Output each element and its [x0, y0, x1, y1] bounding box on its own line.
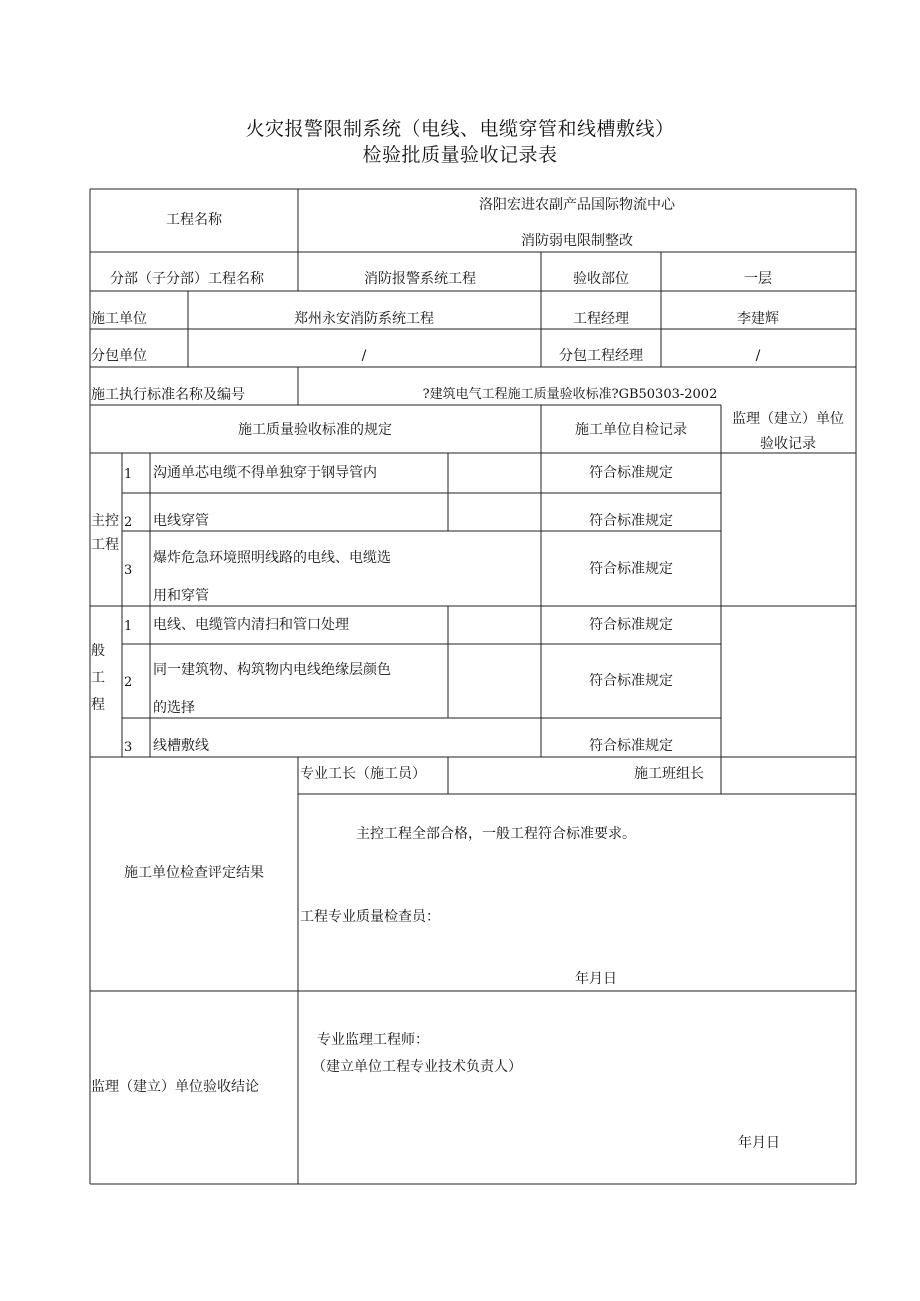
subcontractor-label: 分包单位	[91, 348, 147, 364]
project-name-label: 工程名称	[166, 212, 222, 228]
quality-inspector-label: 工程专业质量检查员：	[300, 909, 440, 925]
general-label-2: 工	[91, 670, 105, 686]
supervision-date-label: 年月日	[738, 1135, 780, 1151]
team-leader-label: 施工班组长	[634, 766, 704, 782]
main-item-text-line2: 用和穿管	[153, 588, 209, 604]
standard-value: ?建筑电气工程施工质量验收标准?GB50303-2002	[422, 387, 718, 402]
form-title-line2: 检验批质量验收记录表	[362, 144, 558, 166]
general-label-1: 般	[91, 643, 105, 659]
construction-date-label: 年月日	[575, 971, 617, 987]
acceptance-part-value: 一层	[744, 271, 772, 287]
general-item-no: 2	[124, 675, 133, 690]
supervision-engineer-label: 专业监理工程师：	[317, 1032, 429, 1048]
main-item-result: 符合标准规定	[589, 465, 673, 481]
main-item-result: 符合标准规定	[589, 561, 673, 577]
contractor-value: 郑州永安消防系统工程	[294, 311, 434, 327]
acceptance-part-label: 验收部位	[573, 271, 629, 287]
supervision-conclusion-label: 监理（建立）单位验收结论	[91, 1079, 259, 1095]
general-item-text: 同一建筑物、构筑物内电线绝缘层颜色	[153, 662, 391, 678]
general-item-text-line2: 的选择	[153, 700, 195, 716]
construction-check-label: 施工单位检查评定结果	[124, 865, 264, 881]
main-control-label-2: 工程	[91, 537, 119, 553]
column-supervision-line2: 验收记录	[760, 436, 816, 452]
foreman-label: 专业工长（施工员）	[300, 766, 426, 782]
main-item-text: 电线穿管	[153, 513, 209, 529]
standard-label: 施工执行标准名称及编号	[91, 387, 245, 403]
general-item-result: 符合标准规定	[589, 673, 673, 689]
contractor-label: 施工单位	[91, 311, 147, 327]
main-item-result: 符合标准规定	[589, 513, 673, 529]
main-item-text: 爆炸危急环境照明线路的电线、电缆选	[153, 550, 391, 566]
project-name-line1: 洛阳宏进农副产品国际物流中心	[479, 197, 675, 213]
general-item-no: 1	[124, 619, 133, 634]
supervision-owner-label: （建立单位工程专业技术负责人）	[312, 1059, 522, 1075]
subproject-label: 分部（子分部）工程名称	[110, 271, 264, 287]
column-spec: 施工质量验收标准的规定	[238, 422, 392, 438]
form-title-line1: 火灾报警限制系统（电线、电缆穿管和线槽敷线）	[245, 118, 675, 140]
sub-manager-label: 分包工程经理	[559, 348, 643, 364]
column-supervision-line1: 监理（建立）单位	[732, 411, 844, 427]
construction-conclusion: 主控工程全部合格，一般工程符合标准要求。	[356, 826, 636, 842]
sub-manager-value: /	[755, 348, 761, 364]
main-item-text: 沟通单芯电缆不得单独穿于钢导管内	[153, 465, 377, 481]
subproject-value: 消防报警系统工程	[364, 271, 476, 287]
general-item-text: 线槽敷线	[153, 738, 209, 754]
general-item-no: 3	[124, 740, 133, 755]
column-self-check: 施工单位自检记录	[575, 422, 687, 438]
project-manager-label: 工程经理	[573, 311, 629, 327]
general-item-result: 符合标准规定	[589, 738, 673, 754]
subcontractor-value: /	[361, 348, 367, 364]
general-item-text: 电线、电缆管内清扫和管口处理	[153, 617, 349, 633]
general-item-result: 符合标准规定	[589, 617, 673, 633]
main-control-label-1: 主控	[91, 513, 119, 529]
project-name-line2: 消防弱电限制整改	[521, 233, 633, 249]
main-item-no: 3	[124, 563, 133, 578]
project-manager-value: 李建辉	[737, 311, 779, 327]
main-item-no: 1	[124, 467, 133, 482]
general-label-3: 程	[91, 697, 105, 713]
main-item-no: 2	[124, 515, 133, 530]
